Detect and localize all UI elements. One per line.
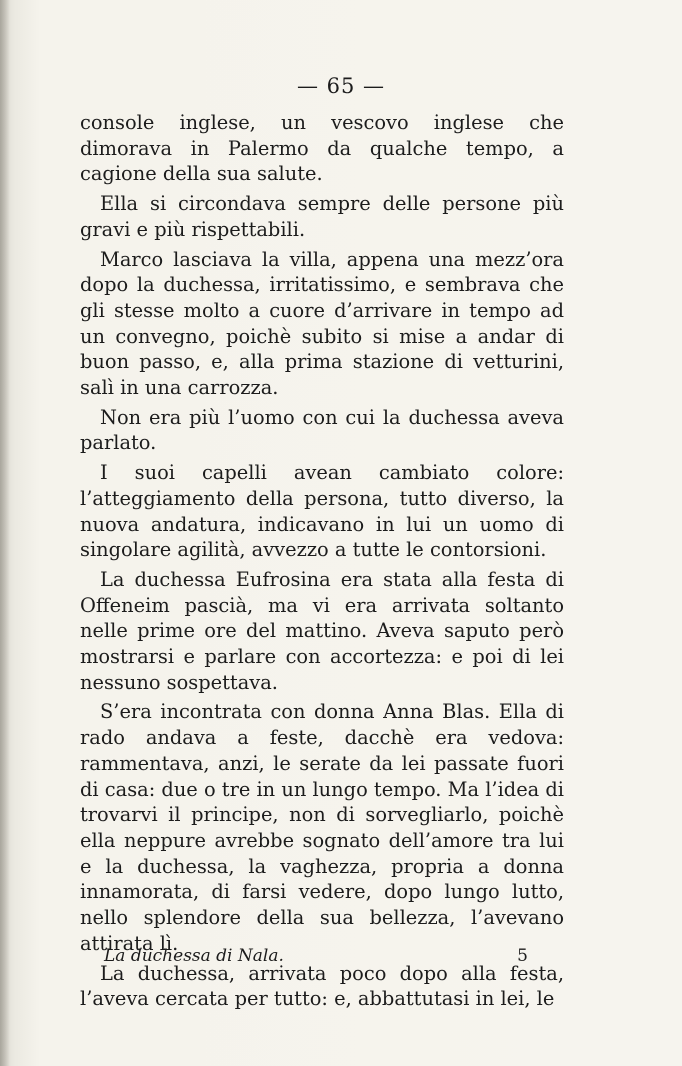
signature-title: La duchessa di Nala. <box>104 946 284 966</box>
paragraph-3: Marco lasciava la villa, appena una mezz’ora dopo la duchessa, irritatissimo, e sembrava che gli stesse molto a cuore d’arrivare in tempo ad un convegno, poichè subito si mise a andar di buon passo, e, alla prima stazione di vetturini, salì in una carrozza. <box>80 247 564 400</box>
binding-shadow <box>0 0 10 1066</box>
page-footer <box>104 946 528 966</box>
body-text <box>80 110 564 1016</box>
paragraph-5: I suoi capelli avean cambiato colore: l’atteggiamento della persona, tutto diverso, la nuova andatura, indicavano in lui un uomo di singolare agilità, avvezzo a tutte le contorsioni. <box>80 461 564 562</box>
paragraph-8: La duchessa, arrivata poco dopo alla festa, l’aveva cercata per tutto: e, abbattutasi in lei, le <box>80 961 564 1011</box>
signature-number: 5 <box>517 946 528 966</box>
paragraph-7: S’era incontrata con donna Anna Blas. Ella di rado andava a feste, dacchè era vedova: rammentava, anzi, le serate da lei passate fuori di casa: due o tre in un lungo tempo. Ma l’idea di trovarvi il principe, non di sorvegliarlo, poichè ella neppure avrebbe sognato dell’amore tra lui e la duchessa, la vaghezza, propria a donna innamorata, di farsi vedere, dopo lungo lutto, nello splendore della sua bellezza, l’avevano attirata lì. <box>80 700 565 955</box>
paragraph-2: Ella si circondava sempre delle persone più gravi e più rispettabili. <box>80 192 564 241</box>
paragraph-1: console inglese, un vescovo inglese che dimorava in Palermo da qualche tempo, a cagione della sua salute. <box>80 111 564 186</box>
page-number: — 65 — <box>296 74 386 98</box>
paragraph-6: La duchessa Eufrosina era stata alla festa di Offeneim pascià, ma vi era arrivata soltanto nelle prime ore del mattino. Aveva saputo però mostrarsi e parlare con accortezza: e poi di lei nessuno sospettava. <box>80 567 564 694</box>
paragraph-4: Non era più l’uomo con cui la duchessa aveva parlato. <box>80 405 564 455</box>
